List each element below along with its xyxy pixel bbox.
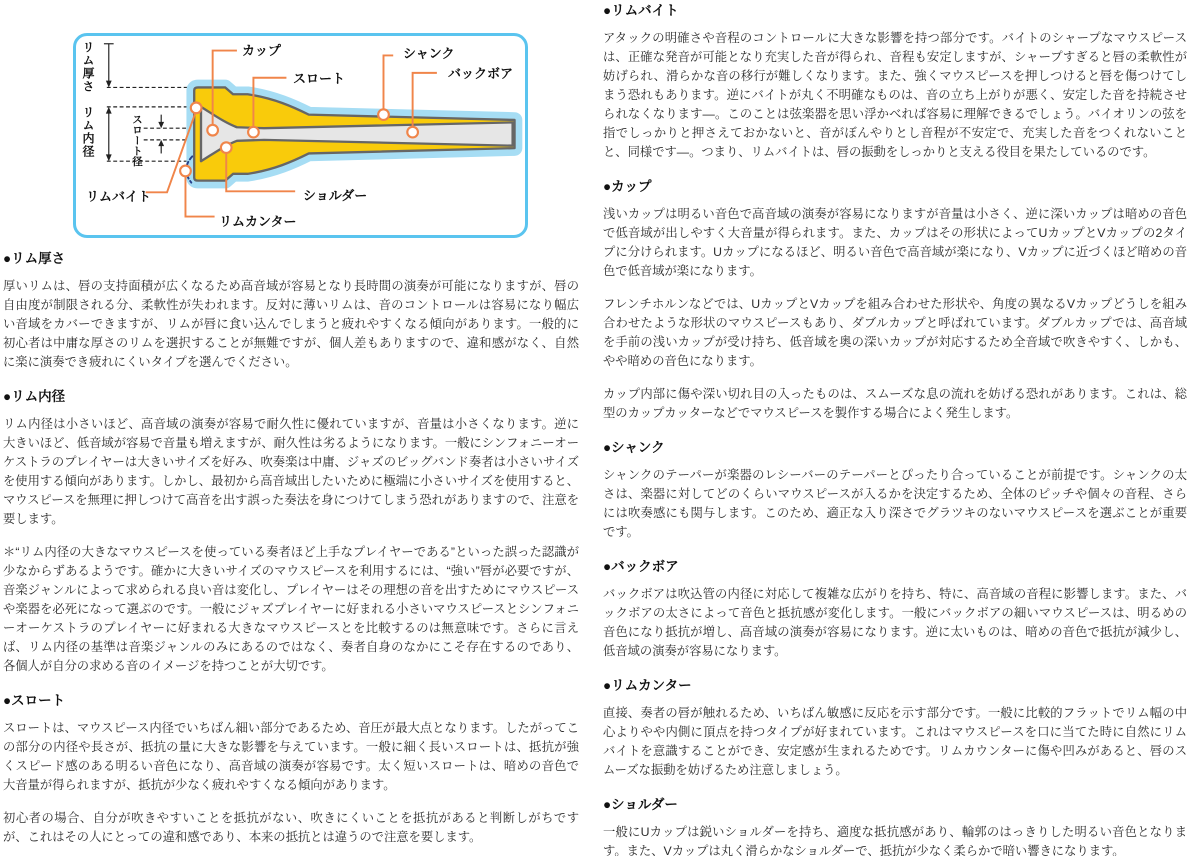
marker-shoulder <box>221 142 232 153</box>
section-paragraph: スロートは、マウスピース内径でいちばん細い部分であるため、音圧が最大点となります。したがってこの部分の内径や長さが、抵抗の量に大きな影響を与えています。一般に細く長いスロートは、抵抗が強くスピード感のある明るい音色になり、高音域の演奏が容易です。太く短いスロートは、暗めの音色で大音量が得られますが、抵抗が少なく疲れやすくなる傾向があります。 <box>3 721 579 792</box>
section-paragraph: リム内径は小さいほど、高音域の演奏が容易で耐久性に優れていますが、音量は小さくなります。逆に大きいほど、低音域が容易で音量も増えますが、耐久性は劣るようになります。一般にシンフォニーオーケストラのプレイヤーは大きいサイズを好み、吹奏楽は中庸、ジャズのビッグバンド奏者は小さいサイズを使用する傾向があります。しかし、最初から高音域出したいために極端に小さいサイズを使用すると、マウスピースを無理に押しつけて高音を出す誤った奏法を身につけてしまう恐れがありますので、注意を要します。 <box>3 417 579 526</box>
section-heading-rim-contour: ●リムカンター <box>603 678 692 693</box>
section-heading-rim-bite: ●リムバイト <box>603 3 679 18</box>
diagram-label-shank: シャンク <box>403 46 455 61</box>
section-rim-inner-diameter <box>3 388 579 676</box>
diagram-label-throat-diameter: スロート径 <box>131 114 143 167</box>
section-paragraph: シャンクのテーパーが楽器のレシーバーのテーパーとぴったり合っていることが前提です。シャンクの太さは、楽器に対してどのくらいマウスピースが入るかを決定するため、全体のピッチや個々の音程、さらには吹奏感にも関与します。このため、適正な入り深さでグラツキのないマウスピースを選ぶことが重要です。 <box>603 468 1187 539</box>
section-heading-throat: ●スロート <box>3 693 66 708</box>
section-paragraph: 直接、奏者の唇が触れるため、いちばん敏感に反応を示す部分です。一般に比較的フラットでリム幅の中心よりやや内側に頂点を持つタイプが好まれています。これはマウスピースを口に当てた時に自然にリムバイトを意識することができ、安定感が生まれるためです。リムカウンターに傷や凹みがあると、唇のスムーズな振動を妨げるため注意しましょう。 <box>603 706 1187 777</box>
diagram-label-rim-thickness: リム厚さ <box>81 41 95 93</box>
section-heading-rim-thickness: ●リム厚さ <box>3 251 66 266</box>
diagram-label-rim-contour: リムカンター <box>219 214 297 229</box>
leader-shank <box>383 55 393 114</box>
section-paragraph: 初心者の場合、自分が吹きやすいことを抵抗がない、吹きにくいことを抵抗があると判断しがちですが、これはその人にとっての違和感であり、本来の抵抗とは違うので注意を要します。 <box>3 811 579 844</box>
section-paragraph: 浅いカップは明るい音色で高音域の演奏が容易になりますが音量は小さく、逆に深いカップは暗めの音色で低音域が出しやすく大音量が得られます。また、カップはその形状によってUカップとVカップの2タイプに分けられます。Uカップになるほど、明るい音色で高音域が楽になり、Vカップに近づくほど暗めの音色で低音域が楽になります。 <box>603 207 1187 278</box>
section-paragraph: バックボアは吹込管の内径に対応して複雑な広がりを持ち、特に、高音域の音程に影響します。また、バックボアの太さによって音色と抵抗感が変化します。一般にバックボアの細いマウスピースは、明るめの音色になり抵抗が増し、高音域の演奏が容易になります。逆に太いものは、暗めの音色で抵抗が減少し、低音域の演奏が容易になります。 <box>603 587 1187 658</box>
right-column <box>603 0 1187 856</box>
section-cup <box>603 178 1187 423</box>
diagram-label-cup: カップ <box>242 43 281 58</box>
diagram-label-throat: スロート <box>293 71 346 86</box>
section-rim-contour <box>603 677 1187 780</box>
marker-shank <box>378 109 389 120</box>
section-heading-shank: ●シャンク <box>603 440 665 455</box>
section-rim-thickness <box>3 250 579 372</box>
section-heading-backbore: ●バックボア <box>603 559 679 574</box>
marker-backbore <box>407 127 418 138</box>
diagram-label-rim-inner-diameter: リム内径 <box>81 106 95 158</box>
section-shank <box>603 439 1187 542</box>
marker-rim-bite <box>191 102 202 113</box>
marker-rim-contour <box>180 166 191 177</box>
section-heading-rim-inner-diameter: ●リム内径 <box>3 389 66 404</box>
section-shoulder <box>603 796 1187 856</box>
mouthpiece-diagram <box>73 33 528 238</box>
marker-throat <box>248 127 259 138</box>
section-paragraph: フレンチホルンなどでは、UカップとVカップを組み合わせた形状や、角度の異なるVカップどうしを組み合わせたような形状のマウスピースもあり、ダブルカップと呼ばれています。ダブルカップでは、高音域を手前の浅いカップが受け持ち、低音域を奥の深いカップが対応するため全音域で吹きやすく、しかも、やや暗めの音色になります。 <box>603 297 1187 368</box>
left-column <box>3 0 579 856</box>
section-paragraph: 一般にUカップは鋭いショルダーを持ち、適度な抵抗感があり、輪郭のはっきりした明るい音色となります。また、Vカップは丸く滑らかなショルダーで、抵抗が少なく柔らかで暗い響きになります。 <box>603 825 1187 856</box>
section-heading-shoulder: ●ショルダー <box>603 797 678 812</box>
section-rim-bite <box>603 2 1187 162</box>
diagram-label-backbore: バックボア <box>448 66 514 81</box>
section-heading-cup: ●カップ <box>603 179 652 194</box>
section-paragraph: ＊“リム内径の大きなマウスピースを使っている奏者ほど上手なプレイヤーである”といった誤った認識が少なからずあるようです。確かに大きいサイズのマウスピースを利用するには、“強い”唇が必要ですが、音楽ジャンルによって求められる良い音は変化し、プレイヤーはその理想の音を出すためにマウスピースや楽器を必死になって選ぶのです。一般にジャズプレイヤーに好まれる小さいマウスピースとシンフォニーオーケストラのプレイヤーに好まれる大きなマウスピースとを比較するのは無意味です。さらに言えば、リム内径の基準は音楽ジャンルのみにあるのではなく、奏者自身のなかにこそ存在するのであり、各個人が自分の求める音のイメージを持つことが大切です。 <box>3 545 579 673</box>
diagram-label-rim-bite: リムバイト <box>86 189 152 204</box>
marker-cup <box>207 125 218 136</box>
section-throat <box>3 692 579 847</box>
section-paragraph: アタックの明確さや音程のコントロールに大きな影響を持つ部分です。バイトのシャープなマウスピースは、正確な発音が可能となり充実した音が得られ、音程も安定しますが、シャープすぎると唇の柔軟性が妨げられ、滑らかな音の移行が難しくなります。また、強くマウスピースを押しつけると唇を傷つけてしまう恐れもあります。逆にバイトが丸く不明確なものは、音の立ち上がりが悪く、安定した音を持続させられなくなります―。このことは弦楽器を思い浮かべれば容易に理解できるでしょう。バイオリンの弦を指でしっかりと押さえておかないと、音がぼんやりとし音程が不安定で、充実した音をつくれないことと、同様です―。つまり、リムバイトは、唇の振動をしっかりと支える役目を果たしているのです。 <box>603 31 1187 159</box>
section-backbore <box>603 558 1187 661</box>
section-paragraph: カップ内部に傷や深い切れ目の入ったものは、スムーズな息の流れを妨げる恐れがあります。これは、総型のカップカッターなどでマウスピースを製作する場合によく発生します。 <box>603 387 1187 420</box>
diagram-label-shoulder: ショルダー <box>303 188 368 203</box>
section-paragraph: 厚いリムは、唇の支持面積が広くなるため高音域が容易となり長時間の演奏が可能になりますが、唇の自由度が制限される分、柔軟性が失われます。反対に薄いリムは、音のコントロールは容易になり幅広い音域をカバーできますが、リムが唇に食い込んでしまうと疲れやすくなる傾向があります。一般的に初心者は中庸な厚さのリムを選択することが無難ですが、個人差もありますので、違和感がなく、自然に楽に演奏でき疲れにくいタイプを選んでください。 <box>3 279 579 369</box>
